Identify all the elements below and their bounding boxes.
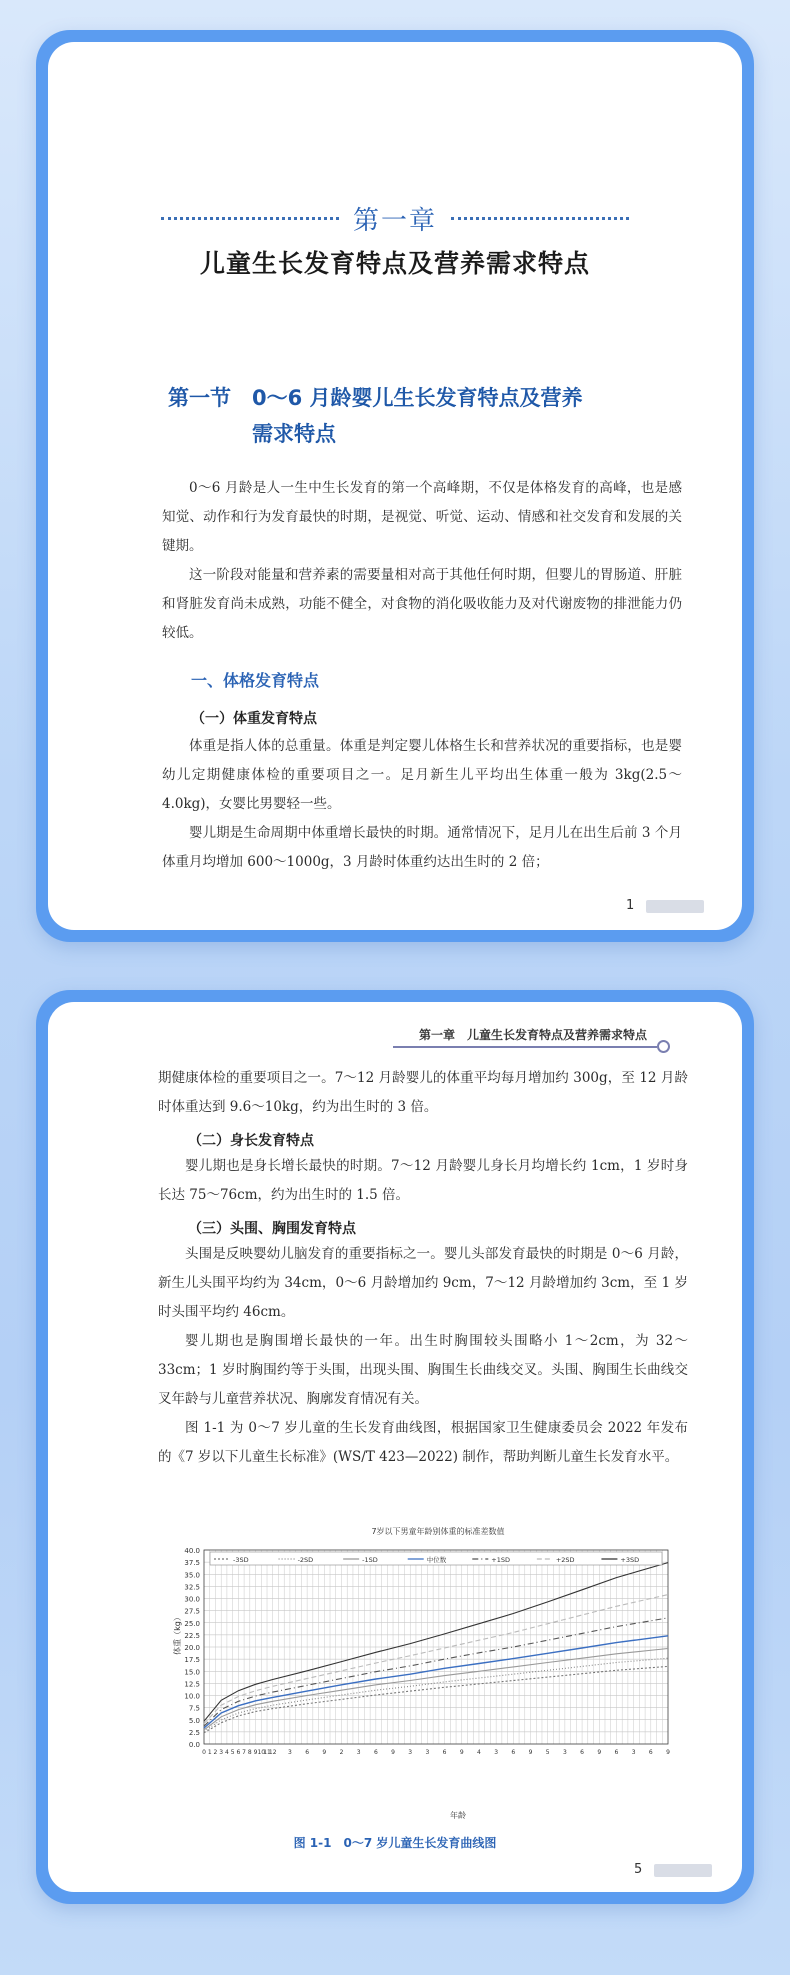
x-tick-label: 3 <box>494 1749 499 1756</box>
y-tick-label: 12.5 <box>184 1680 200 1689</box>
section-number: 第一节 <box>168 386 231 410</box>
x-tick-label: 1 <box>207 1749 212 1756</box>
chart-series <box>204 1563 668 1733</box>
x-tick-label: 8 <box>247 1749 252 1756</box>
page-2 <box>48 1002 742 1892</box>
subheading: （一）体重发育特点 <box>191 711 317 727</box>
subheading: （二）身长发育特点 <box>188 1133 314 1149</box>
running-head: 第一章 儿童生长发育特点及营养需求特点 <box>418 1028 647 1042</box>
x-tick-label: 3 <box>219 1749 224 1756</box>
y-axis-label: 体重（kg） <box>173 1613 182 1655</box>
series-line <box>204 1649 668 1730</box>
y-tick-label: 7.5 <box>188 1704 200 1713</box>
page-card-1 <box>36 30 754 942</box>
growth-chart <box>158 1522 698 1822</box>
x-tick-label: 6 <box>305 1749 310 1756</box>
y-tick-label: 25.0 <box>184 1619 200 1628</box>
dotted-rule-left <box>161 217 339 220</box>
section-title <box>168 380 668 452</box>
x-tick-label: 6 <box>648 1749 653 1756</box>
x-tick-label: 9 <box>391 1749 395 1756</box>
paragraph: 这一阶段对能量和营养素的需要量相对高于其他任何时期，但婴儿的胃肠道、肝脏和肾脏发育尚未成熟，功能不健全，对食物的消化吸收能力及对代谢废物的排泄能力仍较低。 <box>162 567 682 641</box>
legend-label: +2SD <box>555 1556 575 1564</box>
y-tick-label: 2.5 <box>188 1728 200 1737</box>
section-title-line2: 需求特点 <box>252 422 336 446</box>
x-tick-label: 2 <box>339 1749 344 1756</box>
paragraph: 期健康体检的重要项目之一。7～12 月龄婴儿的体重平均每月增加约 300g，至 12 月龄时体重达到 9.6～10kg，约为出生时的 3 倍。 <box>158 1070 688 1115</box>
y-tick-label: 10.0 <box>184 1692 200 1701</box>
chapter-label: 第一章 <box>352 206 437 236</box>
x-tick-label: 5 <box>230 1749 235 1756</box>
page-number-bar <box>654 1864 712 1877</box>
x-tick-label: 6 <box>442 1749 447 1756</box>
dotted-rule-right <box>451 217 629 220</box>
x-tick-label: 6 <box>236 1749 241 1756</box>
y-tick-label: 5.0 <box>188 1716 200 1725</box>
x-tick-label: 3 <box>562 1749 567 1756</box>
legend-label: -2SD <box>297 1556 314 1564</box>
page-number: 5 <box>634 1862 643 1877</box>
x-tick-label: 7 <box>242 1749 247 1756</box>
chapter-title: 儿童生长发育特点及营养需求特点 <box>199 249 590 278</box>
figure-caption: 图 1-1 0～7 岁儿童生长发育曲线图 <box>293 1836 497 1850</box>
x-tick-label: 9 <box>666 1749 670 1756</box>
x-tick-label: 3 <box>425 1749 430 1756</box>
chart-title: 7岁以下男童年龄别体重的标准差数值 <box>371 1527 505 1536</box>
subheading: （三）头围、胸围发育特点 <box>188 1221 356 1237</box>
y-tick-label: 40.0 <box>184 1547 200 1555</box>
y-tick-label: 20.0 <box>184 1644 200 1652</box>
chapter-heading <box>48 200 742 237</box>
legend-label: -3SD <box>233 1556 249 1564</box>
x-tick-label: 12 <box>268 1749 277 1756</box>
y-tick-label: 27.5 <box>184 1607 200 1616</box>
x-tick-label: 9 <box>253 1749 258 1756</box>
x-tick-label: 9 <box>322 1749 327 1756</box>
series-line <box>204 1636 668 1728</box>
chart-legend <box>210 1552 662 1565</box>
x-tick-label: 4 <box>477 1749 481 1756</box>
legend-label: 中位数 <box>426 1556 447 1564</box>
legend-label: -1SD <box>362 1556 378 1564</box>
x-tick-label: 3 <box>288 1749 292 1756</box>
y-tick-label: 17.5 <box>184 1656 200 1665</box>
x-tick-label: 3 <box>356 1749 361 1756</box>
x-tick-label: 3 <box>631 1749 636 1756</box>
paragraph: 婴儿期也是身长增长最快的时期。7～12 月龄婴儿身长月均增长约 1cm，1 岁时身长达 75～76cm，约为出生时的 1.5 倍。 <box>158 1158 688 1203</box>
y-tick-label: 15.0 <box>184 1668 200 1677</box>
page-number: 1 <box>626 898 635 913</box>
chart-grid <box>204 1550 668 1744</box>
running-head-circle <box>657 1040 670 1053</box>
paragraph: 婴儿期是生命周期中体重增长最快的时期。通常情况下，足月儿在出生后前 3 个月体重月均增加 600～1000g，3 月龄时体重约达出生时的 2 倍； <box>162 825 682 870</box>
y-tick-label: 0.0 <box>188 1741 200 1749</box>
y-tick-label: 37.5 <box>184 1559 200 1568</box>
running-head-rule <box>393 1046 657 1048</box>
paragraph: 婴儿期也是胸围增长最快的一年。出生时胸围较头围略小 1～2cm，为 32～33cm；1 岁时胸围约等于头围，出现头围、胸围生长曲线交叉。头围、胸围生长曲线交叉年龄与儿童营养状况、胸廓发育情况有关。 <box>158 1333 688 1407</box>
y-tick-label: 30.0 <box>184 1595 200 1604</box>
subheading: 一、体格发育特点 <box>191 671 320 690</box>
x-tick-label: 5 <box>545 1749 550 1756</box>
paragraph: 头围是反映婴幼儿脑发育的重要指标之一。婴儿头部发育最快的时期是 0～6 月龄，新生儿头围平均约为 34cm，0～6 月龄增加约 9cm，7～12 月龄增加约 3cm，至 1 岁时头围平均约 46cm。 <box>158 1246 688 1320</box>
x-tick-label: 0 <box>202 1749 206 1756</box>
y-tick-label: 35.0 <box>184 1571 200 1580</box>
legend-label: +3SD <box>620 1556 640 1564</box>
legend-label: +1SD <box>491 1556 511 1564</box>
x-tick-label: 9 <box>597 1749 602 1756</box>
x-tick-label: 2 <box>213 1749 218 1756</box>
paragraph: 0～6 月龄是人一生中生长发育的第一个高峰期，不仅是体格发育的高峰，也是感知觉、动作和行为发育最快的时期，是视觉、听觉、运动、情感和社交发育和发展的关键期。 <box>162 480 682 554</box>
x-tick-label: 10 <box>257 1749 266 1756</box>
x-tick-label: 6 <box>580 1749 584 1756</box>
x-tick-label: 4 <box>224 1749 229 1756</box>
page-number-bar <box>646 900 704 913</box>
section-title-line1: 0～6 月龄婴儿生长发育特点及营养 <box>252 386 583 410</box>
x-tick-label: 3 <box>408 1749 413 1756</box>
x-tick-label: 9 <box>459 1749 464 1756</box>
paragraph: 图 1-1 为 0～7 岁儿童的生长发育曲线图，根据国家卫生健康委员会 2022 年发布的《7 岁以下儿童生长标准》(WS/T 423—2022) 制作，帮助判断儿童生长发育水平。 <box>158 1420 688 1465</box>
y-tick-label: 32.5 <box>184 1583 200 1592</box>
x-tick-label: 6 <box>511 1749 516 1756</box>
x-axis-label: 年龄 <box>450 1811 466 1820</box>
paragraph: 体重是指人体的总重量。体重是判定婴儿体格生长和营养状况的重要指标，也是婴幼儿定期健康体检的重要项目之一。足月新生儿平均出生体重一般为 3kg(2.5～4.0kg)，女婴比男婴轻一些。 <box>162 738 682 812</box>
x-tick-label: 6 <box>373 1749 378 1756</box>
page-card-2 <box>36 990 754 1904</box>
x-tick-label: 6 <box>614 1749 619 1756</box>
x-tick-label: 11 <box>263 1749 271 1756</box>
y-tick-label: 22.5 <box>184 1631 200 1640</box>
x-tick-label: 9 <box>528 1749 533 1756</box>
page-1 <box>48 42 742 930</box>
